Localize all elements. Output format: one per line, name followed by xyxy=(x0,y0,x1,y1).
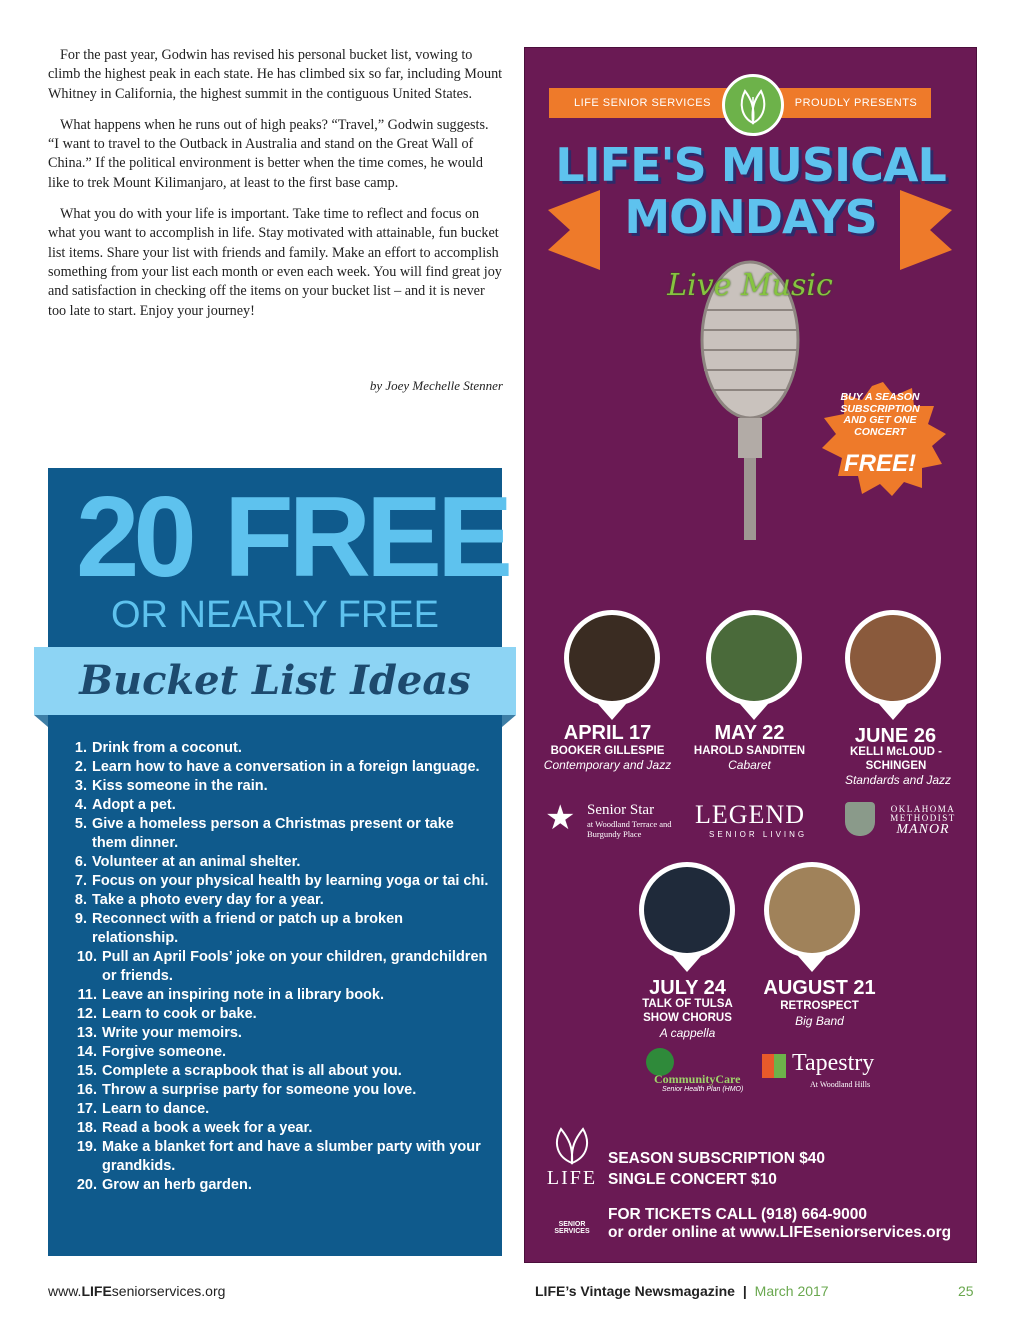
list-item-number: 14. xyxy=(76,1044,97,1060)
footer-site-bold: LIFE xyxy=(81,1283,112,1299)
bucket-subheading: OR NEARLY FREE xyxy=(110,594,439,636)
list-item-text: Give a homeless person a Christmas present or take them dinner. xyxy=(92,816,454,851)
list-item xyxy=(62,1005,492,1024)
sponsor-tapestry-name: Tapestry xyxy=(792,1050,875,1076)
list-item xyxy=(62,948,492,986)
byline: by Joey Mechelle Stenner xyxy=(369,378,503,393)
sponsor-senior-star-name: Senior Star xyxy=(587,802,655,818)
subscription-offer-text: BUY A SEASON SUBSCRIPTION AND GET ONE CONCERT xyxy=(840,391,920,438)
footer-mag-title: LIFE’s Vintage Newsmagazine xyxy=(535,1283,735,1299)
list-item-text: Learn to cook or bake. xyxy=(102,1006,257,1022)
concert-date: JULY 24 xyxy=(649,977,726,999)
photo-pin xyxy=(740,704,768,720)
ad-title-line-2: MONDAYS xyxy=(624,190,877,244)
concert-date: JUNE 26 xyxy=(854,725,937,747)
footer-magazine xyxy=(535,1283,829,1299)
sponsor-legend-sub: SENIOR LIVING xyxy=(709,830,808,839)
free-label: FREE! xyxy=(844,450,916,477)
list-item-number: 5. xyxy=(74,816,87,832)
list-item-text: Complete a scrapbook that is all about you. xyxy=(102,1063,402,1079)
list-item xyxy=(62,1081,492,1100)
single-price: SINGLE CONCERT $10 xyxy=(608,1171,777,1188)
concert-performer: TALK OF TULSA SHOW CHORUS xyxy=(642,998,733,1024)
sponsor-tapestry-sub: At Woodland Hills xyxy=(810,1080,871,1089)
list-item-number: 20. xyxy=(76,1177,97,1193)
list-item xyxy=(62,1176,492,1195)
leaf-icon xyxy=(722,74,784,136)
list-item-text: Throw a surprise party for someone you love. xyxy=(102,1082,417,1098)
list-item-number: 16. xyxy=(76,1082,97,1098)
concert-genre: Contemporary and Jazz xyxy=(543,758,672,772)
presenter-name: LIFE SENIOR SERVICES xyxy=(574,97,711,109)
list-item xyxy=(62,815,492,853)
list-item-text: Make a blanket fort and have a slumber party with your grandkids. xyxy=(102,1139,481,1174)
photo-pin xyxy=(798,956,826,972)
concert-date: AUGUST 21 xyxy=(763,977,876,999)
performer-photo-august xyxy=(764,862,860,958)
list-item xyxy=(62,872,492,891)
performer-photo-july xyxy=(639,862,735,958)
sponsor-tapestry xyxy=(762,1050,892,1092)
list-item xyxy=(62,1119,492,1138)
list-item-number: 15. xyxy=(76,1063,97,1079)
list-item xyxy=(62,1024,492,1043)
footer-separator: | xyxy=(742,1283,747,1299)
list-item-text: Adopt a pet. xyxy=(92,797,176,813)
list-item-text: Reconnect with a friend or patch up a broken relationship. xyxy=(92,911,403,946)
list-item xyxy=(62,739,492,758)
list-item-number: 17. xyxy=(76,1101,97,1117)
season-price: SEASON SUBSCRIPTION $40 xyxy=(608,1150,826,1167)
list-item-number: 6. xyxy=(74,854,87,870)
article-paragraph-3: What you do with your life is important. Take time to reflect and focus on what you want to accomplish in life. Stay motivated with attainable, fun bucket list items. Share your list with friends and family. Make an effort to accomplish something from your list each month or even each week. You will find great joy and satisfaction in checking off the items on your bucket list – and it is never too late to start. Enjoy your journey! xyxy=(48,206,502,319)
list-item-number: 12. xyxy=(76,1006,97,1022)
list-item-text: Drink from a coconut. xyxy=(92,740,242,756)
list-item-text: Read a book a week for a year. xyxy=(102,1120,313,1136)
leaf-icon xyxy=(543,1125,601,1165)
list-item-number: 11. xyxy=(77,987,97,1003)
life-logo xyxy=(543,1125,601,1240)
ticket-phone: FOR TICKETS CALL (918) 664-9000 xyxy=(608,1206,867,1223)
banner-fold-right xyxy=(502,715,516,727)
bucket-free-heading: FREE xyxy=(224,474,509,601)
concert-genre: A cappella xyxy=(659,1026,716,1040)
photo-pin xyxy=(673,956,701,972)
star-icon: ★ xyxy=(545,800,576,837)
list-item-text: Forgive someone. xyxy=(102,1044,227,1060)
performer-photo-may xyxy=(706,610,802,706)
list-item xyxy=(62,1100,492,1119)
list-item-number: 13. xyxy=(76,1025,97,1041)
article-body xyxy=(48,46,503,333)
sponsor-legend-name: LEGEND xyxy=(695,800,805,829)
list-item xyxy=(62,1043,492,1062)
concert-genre: Cabaret xyxy=(728,758,771,772)
list-item xyxy=(62,986,492,1005)
list-item-number: 18. xyxy=(76,1120,97,1136)
sponsor-okla-line1: OKLAHOMA xyxy=(890,804,956,814)
list-item-number: 19. xyxy=(76,1139,97,1155)
list-item-number: 4. xyxy=(74,797,87,813)
photo-pin xyxy=(598,704,626,720)
list-item-text: Grow an herb garden. xyxy=(102,1177,252,1193)
article-paragraph-1: For the past year, Godwin has revised his personal bucket list, vowing to climb the highest peak in each state. He has climbed six so far, including Mount Whitney in California, the highest summit in the contiguous United States. xyxy=(48,47,503,102)
list-item-text: Learn how to have a conversation in a foreign language. xyxy=(92,759,480,775)
list-item xyxy=(62,891,492,910)
list-item xyxy=(62,796,492,815)
list-item-number: 7. xyxy=(74,873,87,889)
list-item-text: Volunteer at an animal shelter. xyxy=(92,854,301,870)
sponsor-community-name: CommunityCare xyxy=(654,1072,741,1086)
ticket-website: or order online at www.LIFEseniorservices.org xyxy=(608,1224,952,1241)
life-logo-sub: SENIOR SERVICES xyxy=(554,1221,590,1235)
list-item-text: Leave an inspiring note in a library book. xyxy=(102,987,385,1003)
concert-date: APRIL 17 xyxy=(563,722,652,744)
article-paragraph-2: What happens when he runs out of high peaks? “Travel,” Godwin suggests. “I want to travel to the Outback in Australia and stand on the Great Wall of China.” If the political environment is better when the time comes, he would like to trek Mount Kilimanjaro, at least to the first base camp. xyxy=(48,116,489,191)
footer-site-rest: seniorservices.org xyxy=(111,1283,226,1299)
sponsor-community-sub: Senior Health Plan (HMO) xyxy=(662,1086,744,1093)
list-item-number: 9. xyxy=(74,911,87,927)
bucket-banner-title: Bucket List Ideas xyxy=(79,657,471,704)
list-item xyxy=(62,777,492,796)
concert-genre: Big Band xyxy=(795,1014,844,1028)
concert-genre: Standards and Jazz xyxy=(844,773,952,787)
list-item-number: 2. xyxy=(74,759,87,775)
concert-performer: BOOKER GILLESPIE xyxy=(550,745,665,757)
concert-performer: KELLI McLOUD - SCHINGEN xyxy=(850,746,942,772)
list-item-number: 10. xyxy=(76,949,97,965)
list-item-text: Take a photo every day for a year. xyxy=(92,892,324,908)
footer-site-prefix: www. xyxy=(48,1283,82,1299)
concert-date: MAY 22 xyxy=(714,722,785,744)
performer-photo-june xyxy=(845,610,941,706)
list-item-number: 1. xyxy=(74,740,87,756)
ad-title-line-1: LIFE'S MUSICAL xyxy=(555,138,946,192)
list-item-text: Write your memoirs. xyxy=(102,1025,242,1041)
list-item xyxy=(62,758,492,777)
list-item xyxy=(62,1062,492,1081)
sponsor-senior-star-sub: at Woodland Terrace and Burgundy Place xyxy=(587,819,672,839)
sponsor-community-care xyxy=(638,1048,748,1094)
bucket-list xyxy=(62,739,492,1195)
list-item-text: Kiss someone in the rain. xyxy=(92,778,268,794)
concert-performer: HAROLD SANDITEN xyxy=(693,745,806,757)
footer-website xyxy=(48,1283,225,1299)
list-item-text: Learn to dance. xyxy=(102,1101,210,1117)
photo-pin xyxy=(879,704,907,720)
life-logo-text: LIFE xyxy=(546,1167,598,1189)
list-item xyxy=(62,853,492,872)
list-item-text: Focus on your physical health by learning yoga or tai chi. xyxy=(92,873,489,889)
list-item-number: 8. xyxy=(74,892,87,908)
footer-issue: March 2017 xyxy=(754,1283,829,1299)
live-music-label: Live Music xyxy=(667,268,833,303)
list-item xyxy=(62,1138,492,1176)
performer-photo-april xyxy=(564,610,660,706)
sponsor-okla-line3: MANOR xyxy=(896,822,950,837)
concert-performer: RETROSPECT xyxy=(780,1000,859,1012)
presents-label: PROUDLY PRESENTS xyxy=(794,97,918,109)
shield-icon xyxy=(845,802,875,836)
list-item-text: Pull an April Fools’ joke on your children, grandchildren or friends. xyxy=(102,949,488,984)
list-item xyxy=(62,910,492,948)
list-item-number: 3. xyxy=(74,778,87,794)
tapestry-squares-icon xyxy=(762,1054,786,1078)
sponsor-okla-line2: METHODIST xyxy=(890,813,956,823)
bucket-number: 20 xyxy=(76,474,191,601)
banner-fold-left xyxy=(34,715,48,727)
page-number: 25 xyxy=(958,1283,974,1299)
